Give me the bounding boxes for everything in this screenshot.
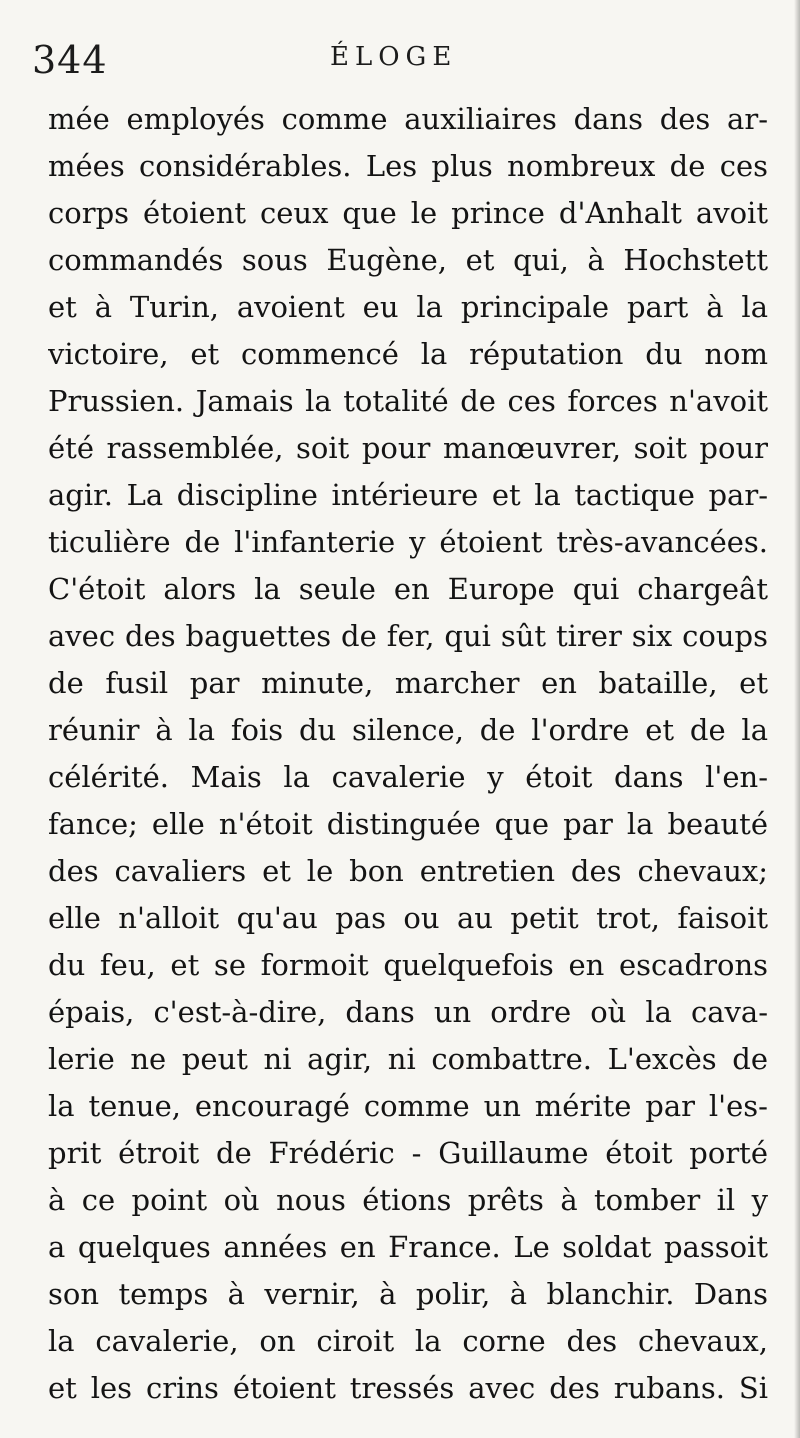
page-edge-shadow (794, 0, 800, 1438)
text-line: la cavalerie, on ciroit la corne des chevaux, (48, 1324, 768, 1358)
page-number: 344 (32, 38, 108, 82)
text-line: la tenue, encouragé comme un mérite par l'es- (48, 1089, 768, 1123)
text-line: prit étroit de Frédéric - Guillaume étoit porté (48, 1136, 768, 1170)
text-line: de fusil par minute, marcher en bataille, et (48, 666, 768, 700)
text-line: elle n'alloit qu'au pas ou au petit trot, faisoit (48, 901, 768, 935)
text-line: célérité. Mais la cavalerie y étoit dans l'en- (48, 760, 768, 794)
text-line: mée employés comme auxiliaires dans des ar- (48, 102, 768, 136)
text-line: et à Turin, avoient eu la principale part à la (48, 290, 768, 324)
text-line: lerie ne peut ni agir, ni combattre. L'excès de (48, 1042, 768, 1076)
text-line: Prussien. Jamais la totalité de ces forces n'avoit (48, 384, 768, 418)
text-line: victoire, et commencé la réputation du nom (48, 337, 768, 371)
text-line: épais, c'est-à-dire, dans un ordre où la cava- (48, 995, 768, 1029)
text-line: à ce point où nous étions prêts à tomber il y (48, 1183, 768, 1217)
text-line: du feu, et se formoit quelquefois en escadrons (48, 948, 768, 982)
text-line: et les crins étoient tressés avec des rubans. Si (48, 1371, 768, 1405)
text-line: réunir à la fois du silence, de l'ordre et de la (48, 713, 768, 747)
text-line: avec des baguettes de fer, qui sût tirer six coups (48, 619, 768, 653)
text-line: commandés sous Eugène, et qui, à Hochstett (48, 243, 768, 277)
text-line: mées considérables. Les plus nombreux de ces (48, 149, 768, 183)
running-head: ÉLOGE (330, 42, 458, 72)
text-line: été rassemblée, soit pour manœuvrer, soit pour (48, 431, 768, 465)
text-line: son temps à vernir, à polir, à blanchir. Dans (48, 1277, 768, 1311)
text-line: agir. La discipline intérieure et la tactique par- (48, 478, 768, 512)
text-line: a quelques années en France. Le soldat passoit (48, 1230, 768, 1264)
text-line: fance; elle n'étoit distinguée que par la beauté (48, 807, 768, 841)
text-line: C'étoit alors la seule en Europe qui chargeât (48, 572, 768, 606)
text-line: des cavaliers et le bon entretien des chevaux; (48, 854, 768, 888)
page-header (30, 38, 770, 88)
text-line: ticulière de l'infanterie y étoient très-avancées. (48, 525, 768, 559)
text-line: corps étoient ceux que le prince d'Anhalt avoit (48, 196, 768, 230)
body-text (48, 96, 768, 1412)
